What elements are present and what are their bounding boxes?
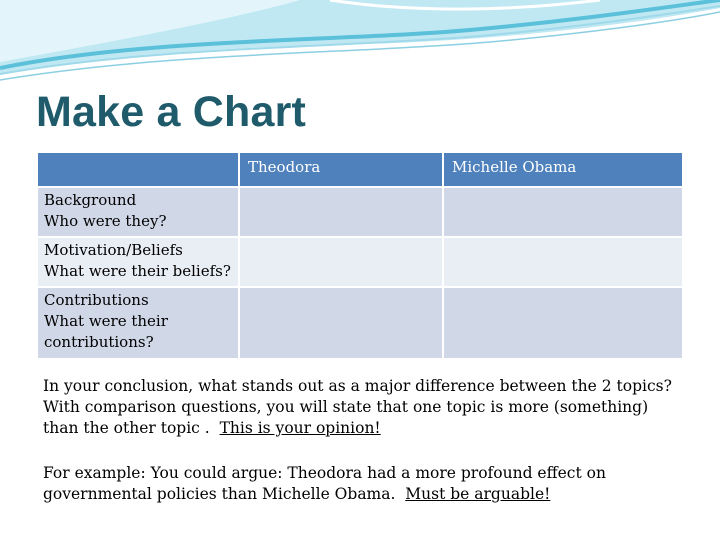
row-label-line: contributions? [44, 333, 154, 351]
table-row [37, 287, 683, 359]
header-michelle-obama: Michelle Obama [443, 152, 683, 187]
header-blank [37, 152, 239, 187]
paragraph-line [43, 418, 683, 439]
cell-theodora [239, 287, 443, 359]
page-title: Make a Chart [36, 88, 307, 136]
paragraph-line: In your conclusion, what stands out as a major difference between the 2 topics? [43, 377, 672, 395]
example-paragraph [43, 463, 683, 505]
row-label-line: Background [44, 191, 137, 209]
table-header-row [37, 152, 683, 187]
arguable-emphasis: Must be arguable! [405, 485, 551, 503]
paragraph-text: than the other topic . [43, 419, 220, 437]
row-label-line: Contributions [44, 291, 149, 309]
row-label-contributions [37, 287, 239, 359]
decorative-wave-banner [0, 0, 720, 90]
opinion-emphasis: This is your opinion! [219, 419, 381, 437]
row-label-background [37, 187, 239, 237]
row-label-motivation [37, 237, 239, 287]
table-row [37, 187, 683, 237]
row-label-line: What were their [44, 312, 168, 330]
paragraph-line [43, 484, 683, 505]
row-label-line: Motivation/Beliefs [44, 241, 183, 259]
paragraph-text: governmental policies than Michelle Obama. [43, 485, 406, 503]
conclusion-paragraph [43, 376, 683, 439]
paragraph-line: For example: You could argue: Theodora had a more profound effect on [43, 464, 606, 482]
row-label-line: Who were they? [44, 212, 167, 230]
cell-michelle-obama [443, 287, 683, 359]
cell-theodora [239, 237, 443, 287]
paragraph-line: With comparison questions, you will state that one topic is more (something) [43, 398, 649, 416]
row-label-line: What were their beliefs? [44, 262, 231, 280]
comparison-chart-table [36, 151, 684, 360]
header-theodora: Theodora [239, 152, 443, 187]
cell-michelle-obama [443, 187, 683, 237]
cell-michelle-obama [443, 237, 683, 287]
table-row [37, 237, 683, 287]
cell-theodora [239, 187, 443, 237]
